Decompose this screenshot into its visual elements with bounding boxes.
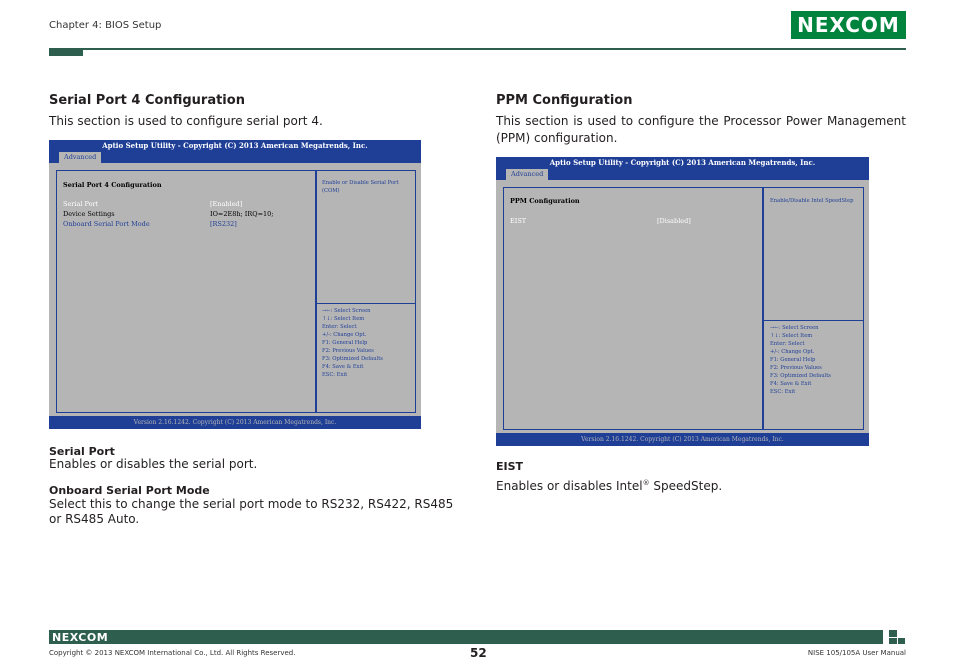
- desc-serial-port: Enables or disables the serial port.: [49, 457, 258, 471]
- serial-port4-intro: This section is used to configure serial port 4.: [49, 114, 323, 128]
- key-select-screen: →←: Select Screen: [770, 325, 819, 331]
- bios-section-title: PPM Configuration: [510, 197, 580, 205]
- registered-mark: ®: [642, 479, 650, 487]
- bios-version-footer: Version 2.16.1242. Copyright (C) 2013 American Megatrends, Inc.: [49, 416, 421, 429]
- bios-value-onboard-mode[interactable]: [RS232]: [210, 220, 237, 228]
- key-esc-exit: ESC: Exit: [322, 372, 348, 378]
- bios-screen-ppm: [496, 157, 869, 446]
- key-select-item: ↑↓: Select Item: [770, 333, 813, 339]
- key-select-screen: →←: Select Screen: [322, 308, 371, 314]
- term-onboard-mode: Onboard Serial Port Mode: [49, 484, 210, 497]
- bios-tab-bar: [49, 152, 421, 163]
- key-general-help: F1: General Help: [770, 357, 816, 363]
- desc-onboard-mode: Select this to change the serial port mode to RS232, RS422, RS485 or RS485 Auto.: [49, 497, 454, 526]
- key-optimized-defaults: F3: Optimized Defaults: [770, 373, 831, 379]
- nexcom-logo: [791, 11, 906, 39]
- serial-port4-heading: Serial Port 4 Configuration: [49, 93, 245, 108]
- ppm-heading: PPM Configuration: [496, 93, 633, 108]
- bios-key-legend: [322, 307, 383, 379]
- key-previous-values: F2: Previous Values: [322, 348, 374, 354]
- copyright-text: Copyright © 2013 NEXCOM International Co., Ltd. All Rights Reserved.: [49, 649, 296, 657]
- header-rule: [49, 48, 906, 50]
- bios-value-device-settings: IO=2E8h; IRQ=10;: [210, 210, 274, 218]
- tab-advanced[interactable]: Advanced: [59, 152, 101, 163]
- term-eist: EIST: [496, 460, 524, 473]
- key-save-exit: F4: Save & Exit: [322, 364, 364, 370]
- page-number: 52: [470, 646, 487, 660]
- footer-square-2: [889, 638, 897, 644]
- manual-title: NISE 105/105A User Manual: [807, 649, 906, 657]
- bios-option-device-settings: Device Settings: [63, 210, 115, 218]
- bios-tab-bar: [496, 169, 869, 180]
- bios-help-panel: [763, 187, 864, 321]
- bios-title-bar: Aptio Setup Utility - Copyright (C) 2013 American Megatrends, Inc.: [49, 140, 421, 152]
- ppm-intro: This section is used to configure the Processor Power Management (PPM) configuration.: [496, 114, 906, 145]
- bios-help-text: Enable or Disable Serial Port (COM): [322, 180, 399, 194]
- key-general-help: F1: General Help: [322, 340, 368, 346]
- logo-text: NEXCOM: [797, 13, 900, 37]
- bios-option-onboard-mode[interactable]: Onboard Serial Port Mode: [63, 220, 150, 228]
- bios-key-legend: [770, 324, 831, 396]
- bios-option-eist[interactable]: EIST: [510, 217, 527, 225]
- term-serial-port: Serial Port: [49, 445, 115, 458]
- key-esc-exit: ESC: Exit: [770, 389, 796, 395]
- key-select-item: ↑↓: Select Item: [322, 316, 365, 322]
- bios-help-text: Enable/Disable Intel SpeedStep: [770, 198, 854, 204]
- key-save-exit: F4: Save & Exit: [770, 381, 812, 387]
- chapter-label: Chapter 4: BIOS Setup: [49, 20, 162, 31]
- footer-square-1: [889, 630, 897, 637]
- bios-version-footer: Version 2.16.1242. Copyright (C) 2013 American Megatrends, Inc.: [496, 433, 869, 446]
- key-enter: Enter: Select: [770, 341, 805, 347]
- bios-section-title: Serial Port 4 Configuration: [63, 181, 162, 189]
- key-previous-values: F2: Previous Values: [770, 365, 822, 371]
- tab-advanced[interactable]: Advanced: [506, 169, 548, 180]
- desc-eist-pre: Enables or disables Intel: [496, 479, 643, 493]
- desc-eist-post: SpeedStep.: [649, 479, 723, 493]
- bios-title-bar: Aptio Setup Utility - Copyright (C) 2013 American Megatrends, Inc.: [496, 157, 869, 169]
- bios-option-serial-port[interactable]: Serial Port: [63, 200, 99, 208]
- bios-screen-serial-port4: [49, 140, 421, 429]
- footer-rule: [49, 630, 883, 644]
- footer-logo: NEXCOM: [52, 631, 109, 644]
- header-rule-block: [49, 48, 83, 56]
- desc-eist: [496, 476, 722, 494]
- bios-value-serial-port[interactable]: [Enabled]: [210, 200, 243, 208]
- bios-value-eist[interactable]: [Disabled]: [657, 217, 691, 225]
- key-change-opt: +/-: Change Opt.: [322, 332, 367, 338]
- key-optimized-defaults: F3: Optimized Defaults: [322, 356, 383, 362]
- key-enter: Enter: Select: [322, 324, 357, 330]
- footer-square-3: [898, 638, 905, 644]
- bios-main-panel: [503, 187, 763, 430]
- key-change-opt: +/-: Change Opt.: [770, 349, 815, 355]
